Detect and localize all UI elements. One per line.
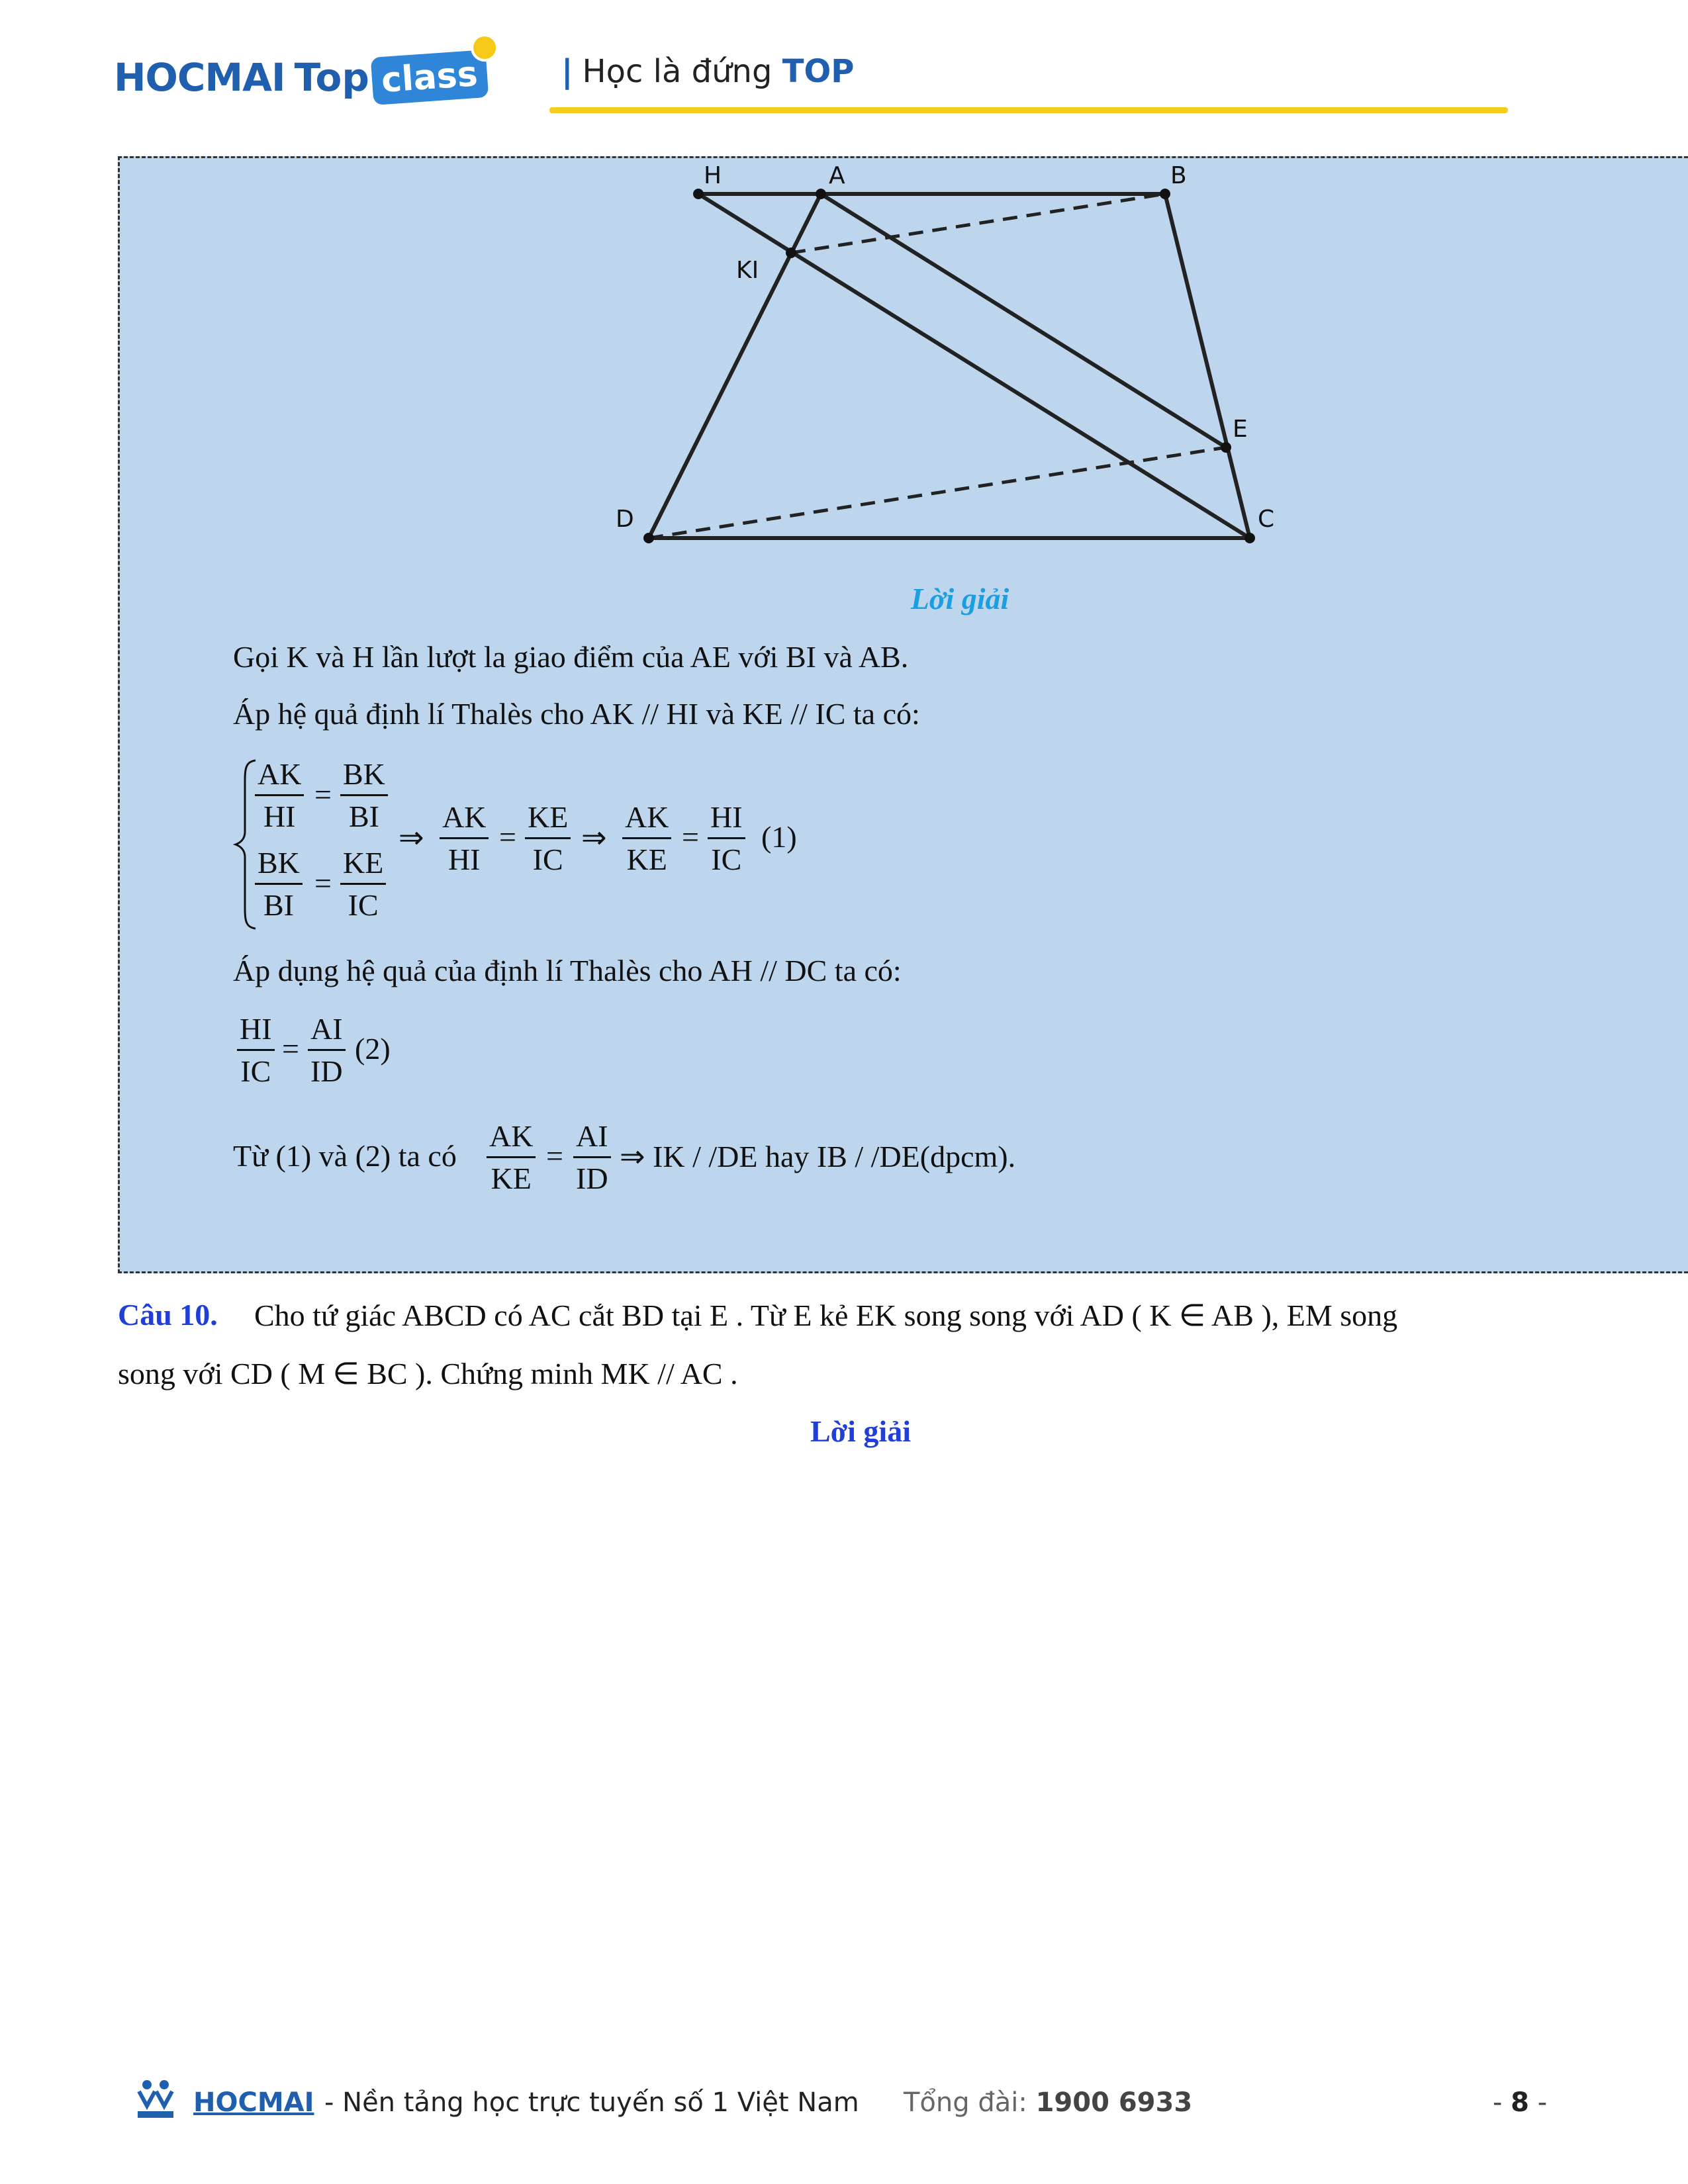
label-a: A: [829, 162, 845, 189]
frac-hi-ic-r2: HI IC: [708, 797, 745, 880]
tagline-text: Học là đứng: [582, 53, 773, 90]
label-ki: KI: [736, 257, 759, 284]
equals-sign: =: [282, 1032, 299, 1066]
solution-line-2: Áp hệ quả định lí Thalès cho AK // HI và KE // IC ta có:: [233, 697, 920, 731]
frac-ke-ic: KE IC: [340, 843, 386, 926]
frac-bk-bi: BK BI: [340, 754, 388, 837]
segment-da: [649, 194, 821, 538]
frac-ak-hi-r1: AK HI: [440, 797, 489, 880]
logo-top-text: Top: [294, 55, 369, 100]
implies-sign: ⇒: [581, 821, 607, 854]
equals-sign: =: [546, 1139, 563, 1173]
footer-brand[interactable]: HOCMAI: [193, 2087, 314, 2118]
label-d: D: [616, 506, 634, 533]
implies-sign: ⇒: [399, 821, 424, 854]
frac-bk-bi-2: BK BI: [255, 843, 303, 926]
point-h: [693, 189, 704, 199]
equals-sign: =: [314, 866, 332, 900]
solution-line-3: Áp dụng hệ quả của định lí Thalès cho AH // DC ta có:: [233, 954, 902, 987]
segment-bc: [1165, 194, 1250, 538]
label-e: E: [1233, 416, 1248, 443]
logo-class-text: class: [379, 54, 479, 101]
frac-hi-ic: HI IC: [237, 1009, 275, 1092]
frac-ak-ke-final: AK KE: [487, 1116, 536, 1199]
equals-sign: =: [499, 820, 516, 854]
page-footer: [132, 2085, 1562, 2124]
point-d: [643, 533, 654, 543]
equation-tag-2: (2): [355, 1032, 391, 1066]
footer-description: - Nền tảng học trực tuyến số 1 Việt Nam: [324, 2087, 859, 2118]
frac-ak-ke-r2: AK KE: [622, 797, 671, 880]
segment-ae: [821, 194, 1226, 447]
tagline-top: TOP: [782, 53, 855, 90]
equals-sign: =: [314, 778, 332, 811]
question-10-line-2: song với CD ( M ∈ BC ). Chứng minh MK // AC .: [118, 1357, 738, 1390]
logo-hocmai-text: HOCMAI: [114, 55, 285, 100]
equals-sign: =: [682, 820, 699, 854]
page-number: - 8 -: [1493, 2087, 1548, 2118]
final-suffix: ⇒ IK / /DE hay IB / /DE(dpcm).: [620, 1140, 1016, 1173]
point-c: [1244, 533, 1255, 543]
frac-ke-ic-r1: KE IC: [525, 797, 571, 880]
solution-line-1: Gọi K và H lần lượt la giao điểm của AE với BI và AB.: [233, 640, 909, 674]
segment-hc: [698, 194, 1250, 538]
dashed-ib: [791, 194, 1165, 253]
frac-ai-id: AI ID: [308, 1009, 346, 1092]
point-e: [1221, 442, 1231, 453]
point-a: [816, 189, 826, 199]
question-10-line-1: Cho tứ giác ABCD có AC cắt BD tại E . Từ E kẻ EK song song với AD ( K ∈ AB ), EM song: [254, 1298, 1398, 1332]
solution-title: Lời giải: [910, 582, 1009, 615]
label-h: H: [704, 162, 722, 189]
tagline-bar: |: [561, 53, 573, 90]
final-prefix: Từ (1) và (2) ta có: [233, 1139, 457, 1173]
question-10-solution-title: Lời giải: [810, 1414, 911, 1448]
frac-ai-id-final: AI ID: [573, 1116, 611, 1199]
hotline-label: Tổng đài:: [904, 2087, 1027, 2118]
dashed-de: [649, 447, 1226, 538]
question-10-label: Câu 10.: [118, 1298, 218, 1332]
hotline-number: 1900 6933: [1035, 2087, 1193, 2118]
footer-hotline: [904, 2087, 1192, 2118]
label-b: B: [1170, 162, 1187, 189]
label-c: C: [1258, 506, 1275, 533]
hocmai-footer-icon: [132, 2077, 179, 2123]
frac-ak-hi: AK HI: [255, 754, 304, 837]
equation-tag-1: (1): [761, 820, 797, 854]
point-ki: [786, 248, 796, 258]
geometry-figure: [0, 0, 1688, 569]
point-b: [1160, 189, 1170, 199]
